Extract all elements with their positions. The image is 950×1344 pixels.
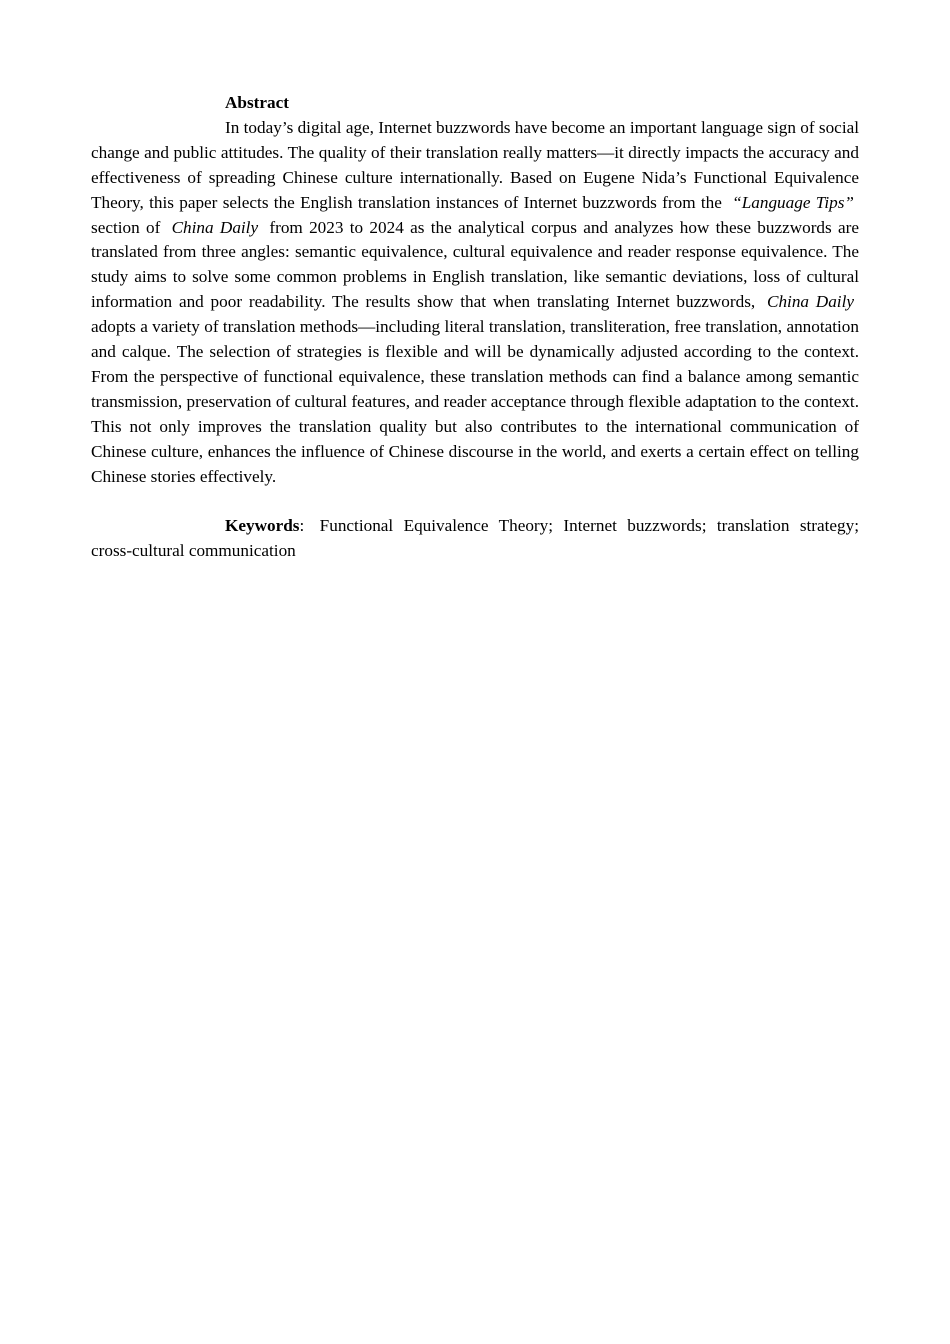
keywords-separator: : <box>299 516 305 536</box>
document-page <box>91 91 859 564</box>
china-daily-title: China Daily <box>171 217 259 237</box>
keywords-block <box>91 514 859 564</box>
abstract-text-2: section of <box>91 217 161 237</box>
abstract-body <box>91 116 859 490</box>
keywords-label: Keywords <box>225 516 300 536</box>
abstract-heading: Abstract <box>225 93 289 112</box>
abstract-text-3: from 2023 to 2024 as the analytical corpus and analyzes how these buzzwords are translated from three angles: semantic equivalence, cultural equivalence and reader response equivalence. The study aims to solve some common problems in English translation, like semantic deviations, loss of cultural information and poor readability. The results show that when translating Internet buzzwords, <box>91 217 859 312</box>
language-tips-title: “Language Tips” <box>732 192 854 212</box>
keywords-text: Functional Equivalence Theory; Internet buzzwords; translation strategy; cross-cultural communication <box>91 516 860 561</box>
abstract-text-1: In today’s digital age, Internet buzzwords have become an important language sign of social change and public attitudes. The quality of their translation really matters—it directly impacts the accuracy and effectiveness of spreading Chinese culture internationally. Based on Eugene Nida’s Functional Equivalence Theory, this paper selects the English translation instances of Internet buzzwords from the <box>91 117 859 212</box>
abstract-text-4: adopts a variety of translation methods—including literal translation, transliteration, free translation, annotation and calque. The selection of strategies is flexible and will be dynamically adjusted according to the context. From the perspective of functional equivalence, these translation methods can find a balance among semantic transmission, preservation of cultural features, and reader acceptance through flexible adaptation to the context. This not only improves the translation quality but also contributes to the international communication of Chinese culture, enhances the influence of Chinese discourse in the world, and exerts a certain effect on telling Chinese stories effectively. <box>91 317 859 486</box>
china-daily-title-2: China Daily <box>766 292 854 312</box>
